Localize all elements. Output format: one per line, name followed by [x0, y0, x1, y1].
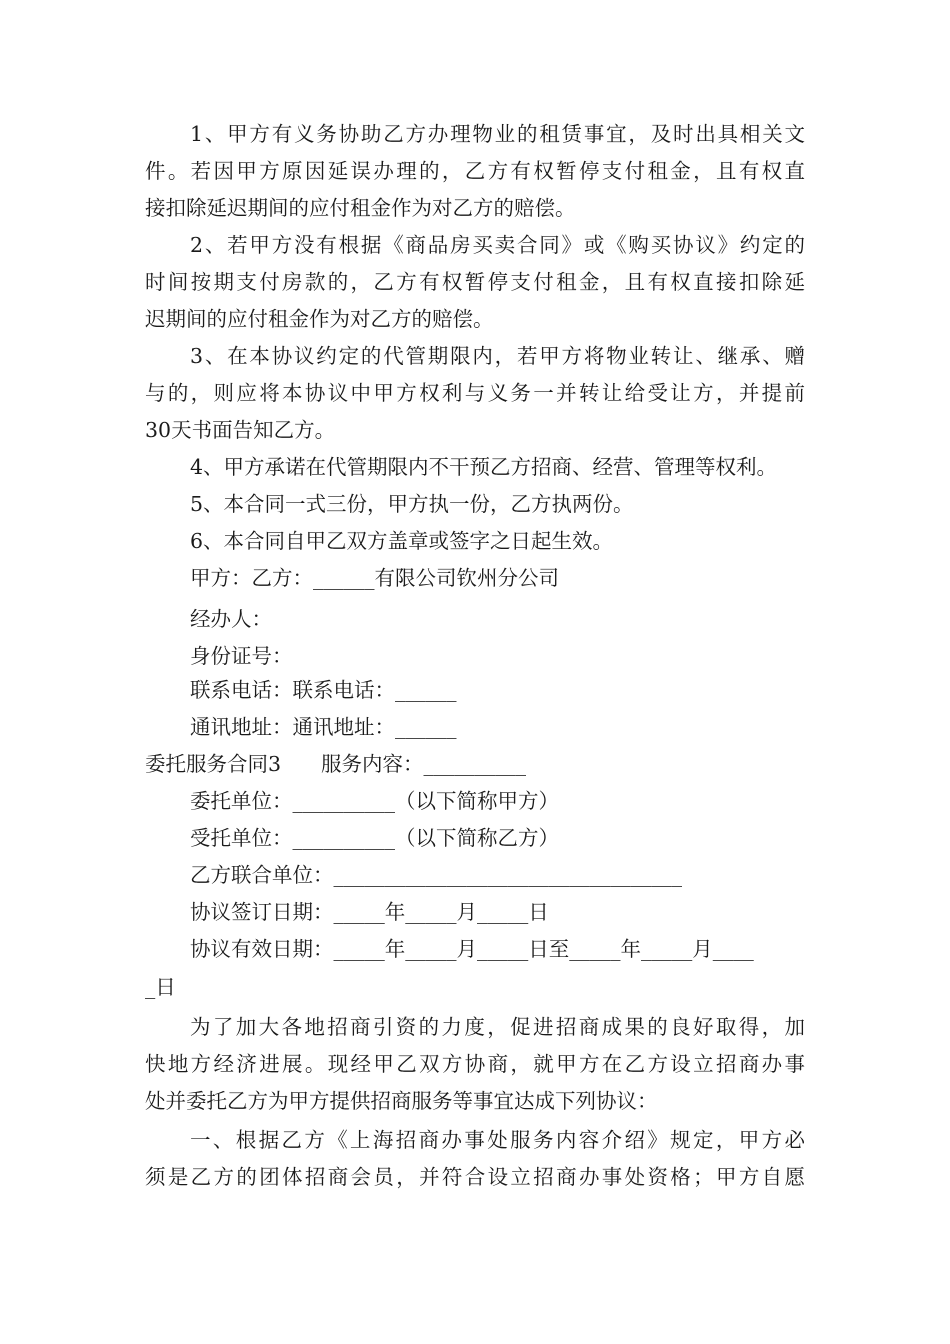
intro-paragraph — [145, 1009, 805, 1120]
trustee-unit: 受托单位：__________（以下简称乙方） — [190, 826, 559, 850]
signature-agent: 经办人： — [190, 607, 272, 631]
intro-line: 快地方经济进展。现经甲乙双方协商，就甲方在乙方设立招商办事 — [145, 1052, 805, 1076]
clause-4: 4、甲方承诺在代管期限内不干预乙方招商、经营、管理等权利。 — [190, 455, 778, 479]
clause-line: 件。若因甲方原因延误办理的，乙方有权暂停支付租金，且有权直 — [145, 159, 805, 183]
intro-line: 为了加大各地招商引资的力度，促进招商成果的良好取得，加 — [190, 1015, 805, 1039]
clause-line: 接扣除延迟期间的应付租金作为对乙方的赔偿。 — [145, 196, 576, 220]
sign-date: 协议签订日期：_____年_____月_____日 — [190, 900, 549, 924]
signature-parties: 甲方：乙方：______有限公司钦州分公司 — [190, 566, 559, 590]
service-content: 服务内容：__________ — [321, 752, 527, 776]
joint-unit: 乙方联合单位：__________________________________ — [190, 863, 682, 887]
clause-line: 30天书面告知乙方。 — [145, 418, 336, 442]
clause-line: 与的，则应将本协议中甲方权利与义务一并转让给受让方，并提前 — [145, 381, 805, 405]
article-line: 一、根据乙方《上海招商办事处服务内容介绍》规定，甲方必 — [190, 1128, 805, 1152]
clause-6: 6、本合同自甲乙双方盖章或签字之日起生效。 — [190, 529, 614, 553]
clause-line: 时间按期支付房款的，乙方有权暂停支付租金，且有权直接扣除延 — [145, 270, 805, 294]
signature-phone: 联系电话：联系电话：______ — [190, 678, 457, 702]
article-line: 须是乙方的团体招商会员，并符合设立招商办事处资格；甲方自愿 — [145, 1165, 805, 1189]
contract-title: 委托服务合同3 — [145, 752, 282, 776]
clause-line: 1、甲方有义务协助乙方办理物业的租赁事宜，及时出具相关文 — [190, 122, 805, 146]
intro-line: 处并委托乙方为甲方提供招商服务等事宜达成下列协议： — [145, 1089, 658, 1113]
article-1 — [145, 1122, 805, 1196]
signature-id-number: 身份证号： — [190, 644, 293, 668]
clause-line: 3、在本协议约定的代管期限内，若甲方将物业转让、继承、赠 — [190, 344, 805, 368]
contract-3-header — [145, 746, 526, 783]
signature-address: 通讯地址：通讯地址：______ — [190, 715, 457, 739]
client-unit: 委托单位：__________（以下简称甲方） — [190, 789, 559, 813]
clause-5: 5、本合同一式三份，甲方执一份，乙方执两份。 — [190, 492, 634, 516]
valid-date-continued: _日 — [145, 975, 176, 999]
clause-2 — [145, 227, 805, 338]
clause-3 — [145, 338, 805, 449]
clause-line: 迟期间的应付租金作为对乙方的赔偿。 — [145, 307, 494, 331]
clause-line: 2、若甲方没有根据《商品房买卖合同》或《购买协议》约定的 — [190, 233, 805, 257]
clause-1 — [145, 116, 805, 227]
valid-date: 协议有效日期：_____年_____月_____日至_____年_____月____ — [190, 937, 754, 961]
